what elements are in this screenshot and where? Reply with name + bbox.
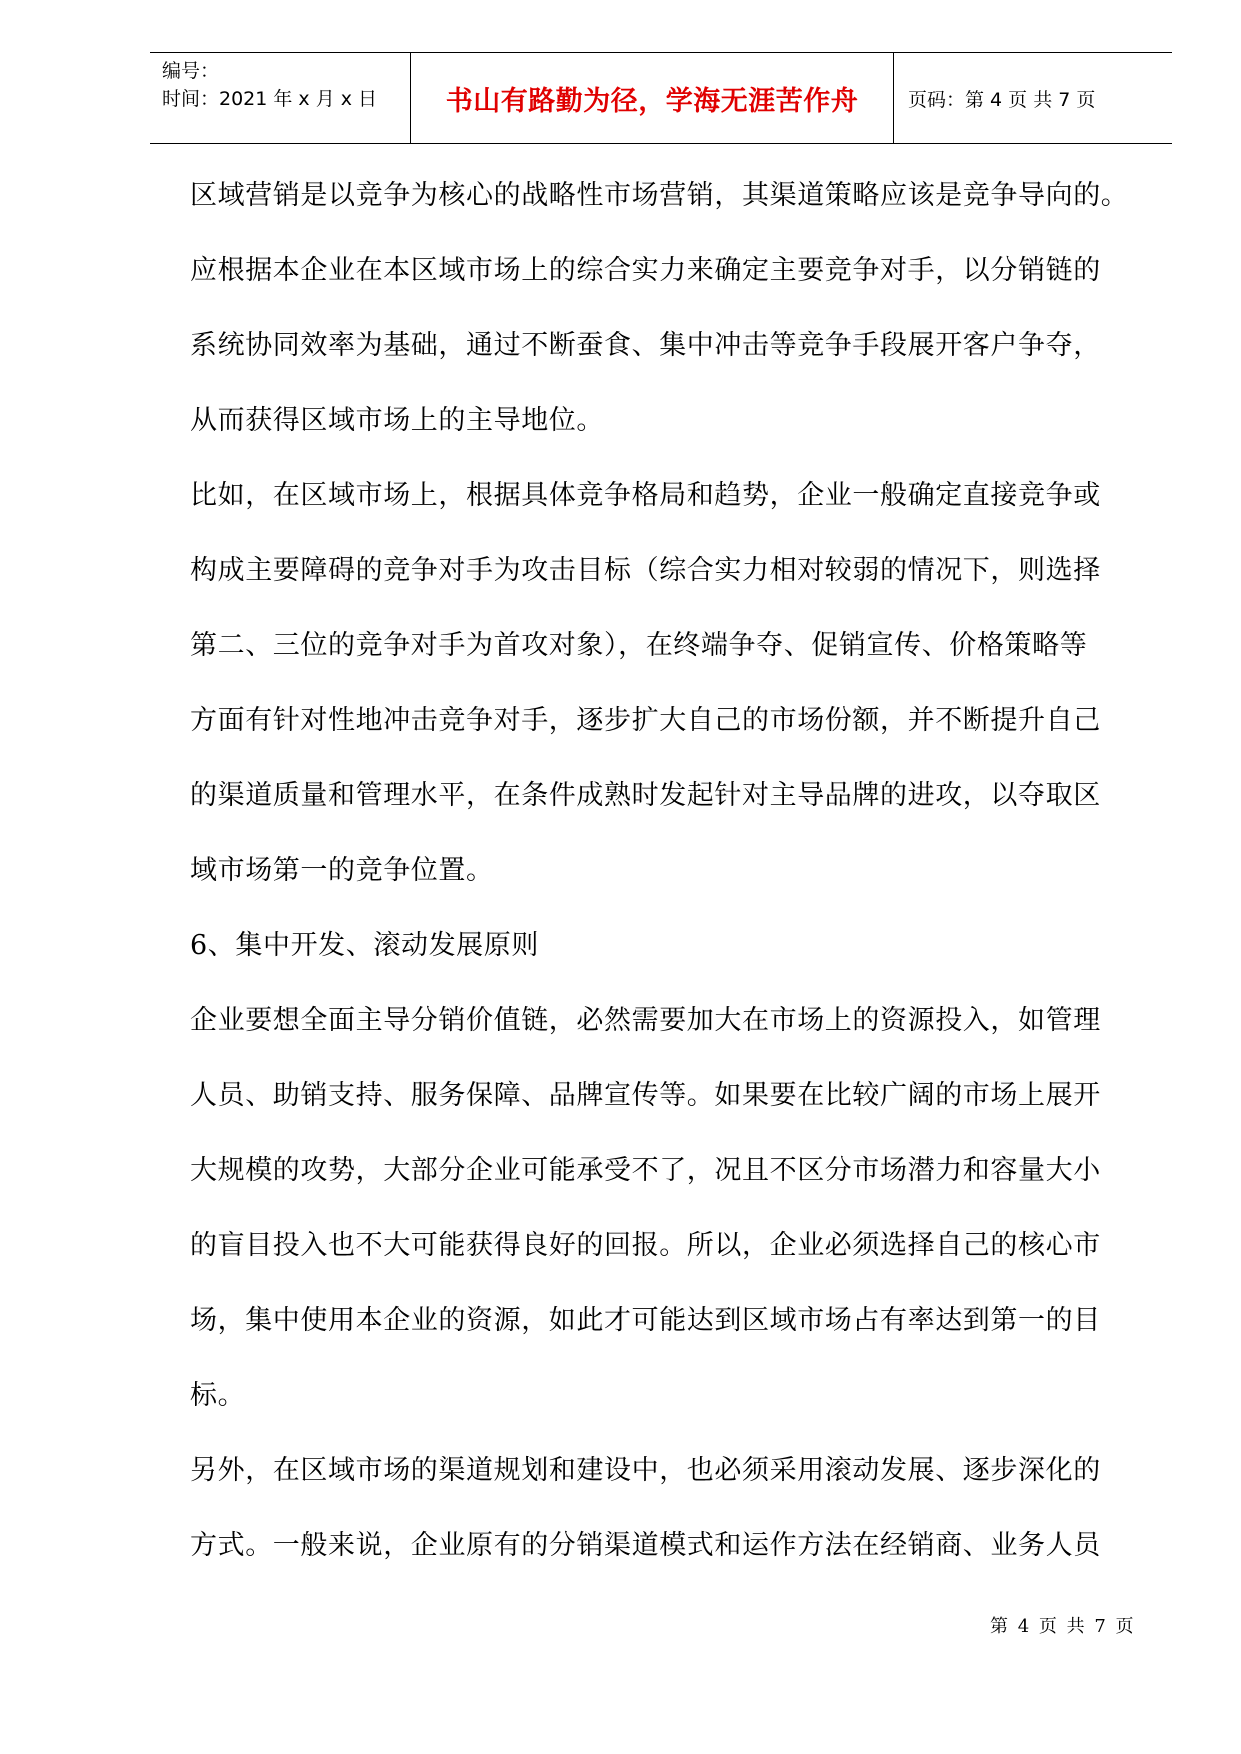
body-line: 企业要想全面主导分销价值链，必然需要加大在市场上的资源投入，如管理 (190, 1005, 1101, 1036)
body-line: 系统协同效率为基础，通过不断蚕食、集中冲击等竞争手段展开客户争夺， (190, 330, 1101, 361)
body-line: 的盲目投入也不大可能获得良好的回报。所以，企业必须选择自己的核心市 (190, 1230, 1101, 1261)
body-line: 人员、助销支持、服务保障、品牌宣传等。如果要在比较广阔的市场上展开 (190, 1080, 1101, 1111)
body-line: 从而获得区域市场上的主导地位。 (190, 405, 604, 436)
header-page-info: 页码：第 4 页 共 7 页 (908, 88, 1096, 111)
body-line: 方面有针对性地冲击竞争对手，逐步扩大自己的市场份额，并不断提升自己 (190, 705, 1101, 736)
header-motto: 书山有路勤为径，学海无涯苦作舟 (410, 53, 894, 143)
body-line: 标。 (190, 1380, 246, 1411)
document-body (190, 158, 1180, 1583)
body-line: 的渠道质量和管理水平，在条件成熟时发起针对主导品牌的进攻，以夺取区 (190, 780, 1101, 811)
body-line: 第二、三位的竞争对手为首攻对象），在终端争夺、促销宣传、价格策略等 (190, 630, 1088, 661)
serial-number-label: 编号： (162, 60, 220, 82)
body-line: 域市场第一的竞争位置。 (190, 855, 494, 886)
page-header (150, 52, 1172, 144)
body-line: 大规模的攻势，大部分企业可能承受不了，况且不区分市场潜力和容量大小 (190, 1155, 1101, 1186)
body-line: 应根据本企业在本区域市场上的综合实力来确定主要竞争对手，以分销链的 (190, 255, 1101, 286)
page-footer: 第 4 页 共 7 页 (990, 1616, 1136, 1637)
header-meta (150, 53, 410, 143)
body-line: 场，集中使用本企业的资源，如此才可能达到区域市场占有率达到第一的目 (190, 1305, 1101, 1336)
body-line: 方式。一般来说，企业原有的分销渠道模式和运作方法在经销商、业务人员 (190, 1530, 1101, 1561)
body-line: 构成主要障碍的竞争对手为攻击目标（综合实力相对较弱的情况下，则选择 (190, 555, 1101, 586)
section-heading: 6、集中开发、滚动发展原则 (190, 930, 539, 961)
date-label: 时间：2021 年 x 月 x 日 (162, 88, 378, 110)
body-line: 另外，在区域市场的渠道规划和建设中，也必须采用滚动发展、逐步深化的 (190, 1455, 1101, 1486)
body-line: 区域营销是以竞争为核心的战略性市场营销，其渠道策略应该是竞争导向的。 (190, 180, 1129, 211)
body-line: 比如，在区域市场上，根据具体竞争格局和趋势，企业一般确定直接竞争或 (190, 480, 1101, 511)
